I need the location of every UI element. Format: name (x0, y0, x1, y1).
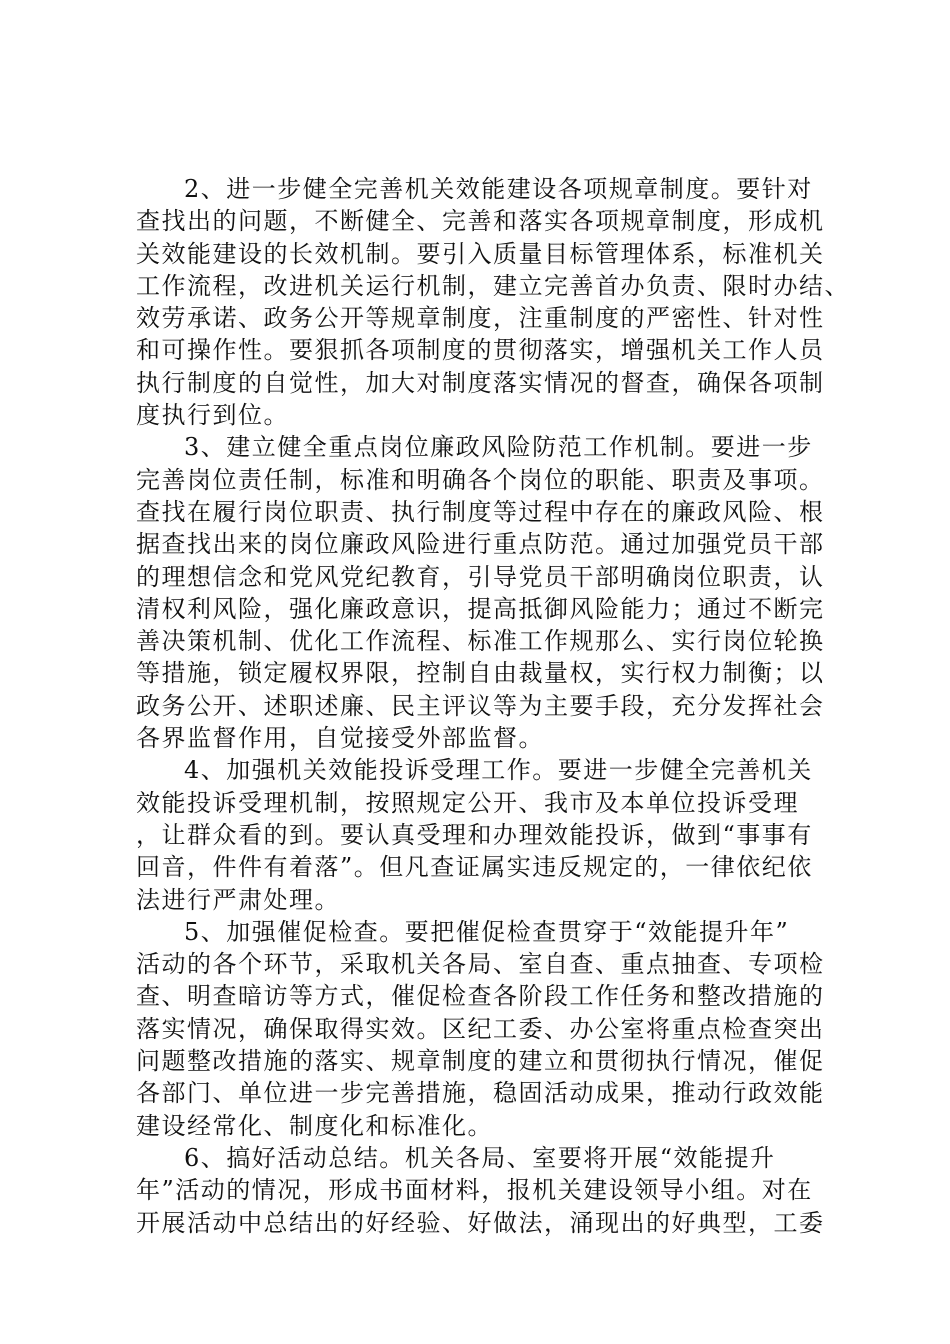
text-line: 活动的各个环节，采取机关各局、室自查、重点抽查、专项检 (136, 950, 825, 979)
text-line: ，让群众看的到。要认真受理和办理效能投诉，做到“事事有 (136, 820, 813, 849)
text-line: 法进行严肃处理。 (136, 885, 340, 914)
text-line: 各界监督作用，自觉接受外部监督。 (136, 724, 544, 753)
text-line: 开展活动中总结出的好经验、好做法，涌现出的好典型，工委 (136, 1208, 825, 1237)
paragraph-first-line: 3、建立健全重点岗位廉政风险防范工作机制。要进一步 (184, 433, 813, 462)
text-line: 落实情况，确保取得实效。区纪工委、办公室将重点检查突出 (136, 1014, 825, 1043)
paragraph-first-line: 5、加强催促检查。要把催促检查贯穿于“效能提升年” (184, 917, 790, 946)
paragraph-first-line: 4、加强机关效能投诉受理工作。要进一步健全完善机关 (184, 756, 813, 785)
text-line: 完善岗位责任制，标准和明确各个岗位的职能、职责及事项。 (136, 465, 825, 494)
text-line: 效劳承诺、政务公开等规章制度，注重制度的严密性、针对性 (136, 304, 825, 333)
text-line: 政务公开、述职述廉、民主评议等为主要手段，充分发挥社会 (136, 691, 825, 720)
text-line: 度执行到位。 (136, 401, 289, 430)
paragraph-first-line: 2、进一步健全完善机关效能建设各项规章制度。要针对 (184, 175, 813, 203)
text-line: 各部门、单位进一步完善措施，稳固活动成果，推动行政效能 (136, 1079, 825, 1108)
text-line: 据查找出来的岗位廉政风险进行重点防范。通过加强党员干部 (136, 530, 825, 559)
text-line: 查、明查暗访等方式，催促检查各阶段工作任务和整改措施的 (136, 982, 825, 1011)
text-line: 建设经常化、制度化和标准化。 (136, 1111, 493, 1140)
text-line: 等措施，锁定履权界限，控制自由裁量权，实行权力制衡；以 (136, 659, 825, 688)
text-line: 关效能建设的长效机制。要引入质量目标管理体系，标准机关 (136, 239, 825, 268)
text-line: 工作流程，改进机关运行机制，建立完善首办负责、限时办结、 (136, 271, 850, 300)
text-line: 清权利风险，强化廉政意识，提高抵御风险能力；通过不断完 (136, 594, 825, 623)
text-line: 善决策机制、优化工作流程、标准工作规那么、实行岗位轮换 (136, 627, 825, 656)
text-line: 执行制度的自觉性，加大对制度落实情况的督查，确保各项制 (136, 368, 825, 397)
paragraph-first-line: 6、搞好活动总结。机关各局、室要将开展“效能提升 (184, 1143, 776, 1172)
text-line: 和可操作性。要狠抓各项制度的贯彻落实，增强机关工作人员 (136, 336, 825, 365)
body-text (136, 173, 850, 1239)
text-line: 回音，件件有着落”。但凡查证属实违反规定的，一律依纪依 (136, 853, 813, 882)
text-line: 的理想信念和党风党纪教育，引导党员干部明确岗位职责，认 (136, 562, 825, 591)
text-line: 查找在履行岗位职责、执行制度等过程中存在的廉政风险、根 (136, 497, 825, 526)
text-line: 问题整改措施的落实、规章制度的建立和贯彻执行情况，催促 (136, 1047, 825, 1076)
text-line: 年”活动的情况，形成书面材料，报机关建设领导小组。对在 (136, 1176, 813, 1205)
text-line: 效能投诉受理机制，按照规定公开、我市及本单位投诉受理 (136, 788, 799, 817)
text-line: 查找出的问题，不断健全、完善和落实各项规章制度，形成机 (136, 207, 825, 236)
